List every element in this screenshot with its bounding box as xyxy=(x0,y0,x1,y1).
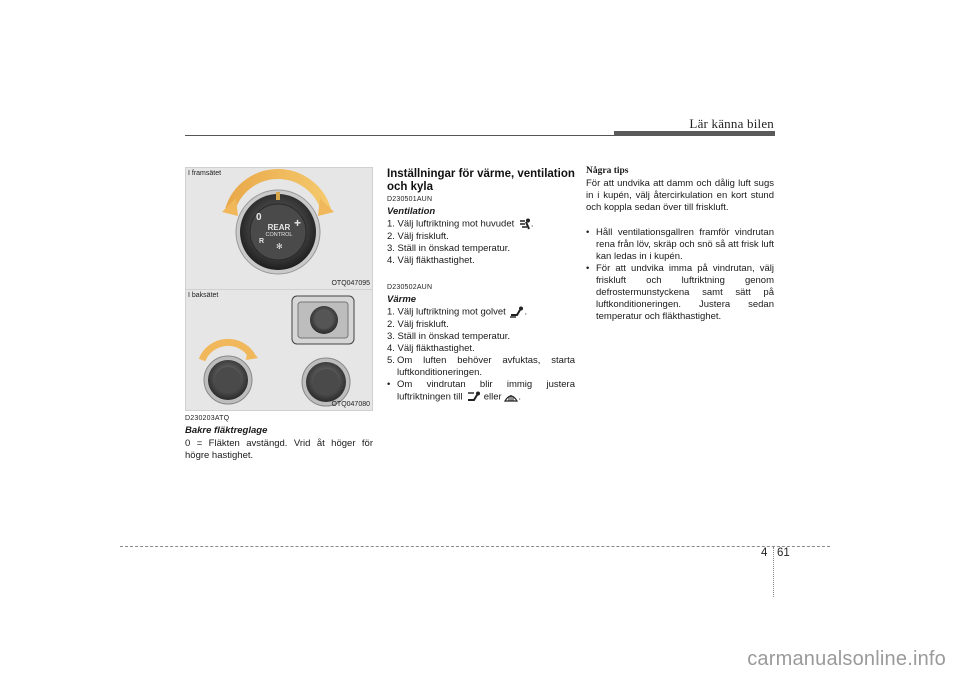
list-item: 1. Välj luftriktning mot huvudet . xyxy=(387,218,534,230)
figure-code: OTQ047080 xyxy=(331,401,370,408)
subheading: Bakre fläktreglage xyxy=(185,425,268,436)
figure-code: OTQ047095 xyxy=(331,280,370,287)
knob-label-rear: REAR xyxy=(267,223,291,232)
floor-defrost-vent-icon xyxy=(465,391,481,403)
list-item: 2. Välj friskluft. xyxy=(387,230,449,242)
knob-r-mark: R xyxy=(259,238,265,245)
figure-label: I framsätet xyxy=(188,170,222,177)
list-item: • Om vindrutan blir immig justera luftriktningen till eller . xyxy=(387,378,575,403)
list-item: 4. Välj fläkthastighet. xyxy=(387,254,475,266)
figure-rear-seat xyxy=(185,289,373,411)
figure-front-seat xyxy=(185,167,373,290)
heat-steps xyxy=(387,306,575,403)
defrost-icon xyxy=(504,391,518,403)
page-number: 61 xyxy=(777,547,790,559)
fan-icon: ✻ xyxy=(276,242,283,251)
list-item: • Håll ventilationsgallren framför vindrutan rena från löv, skräp och snö så att frisk luft kan ledas in i kupén. xyxy=(586,227,774,262)
rear-console-illustration xyxy=(186,290,372,410)
tips-intro: För att undvika att damm och dålig luft sugs in i kupén, välj återcirkulation en kort stund och koppla sedan över till friskluft. xyxy=(586,178,774,213)
list-item: 3. Ställ in önskad temperatur. xyxy=(387,330,511,342)
knob-zero-mark: 0 xyxy=(256,212,262,223)
face-vent-icon xyxy=(517,218,531,230)
list-item: 1. Välj luftriktning mot golvet . xyxy=(387,306,528,318)
watermark: carmanualsonline.info xyxy=(747,648,946,670)
tips-list xyxy=(586,227,774,323)
section-code: D230203ATQ xyxy=(185,415,230,422)
list-item: 3. Ställ in önskad temperatur. xyxy=(387,242,511,254)
floor-vent-icon xyxy=(508,306,524,318)
list-item: 5. Om luften behöver avfuktas, starta luftkonditioneringen. xyxy=(387,354,575,378)
paragraph: 0 = Fläkten avstängd. Vrid åt höger för högre hastighet. xyxy=(185,438,373,461)
footer-rule xyxy=(120,546,830,547)
section-code: D230502AUN xyxy=(387,284,433,291)
list-item: • För att undvika imma på vindrutan, välj friskluft och luftriktning genom defrostermunstyckena samt sätt på luftkonditioneringen. Justera sedan temperatur och fläkthastighet. xyxy=(586,263,774,322)
figure-label: I baksätet xyxy=(188,292,219,299)
subheading: Värme xyxy=(387,294,417,305)
section-title: Lär känna bilen xyxy=(689,116,774,131)
section-heading: Inställningar för värme, ventilation och kyla xyxy=(387,168,575,193)
list-item: 4. Välj fläkthastighet. xyxy=(387,342,475,354)
subheading: Ventilation xyxy=(387,206,436,217)
section-code: D230501AUN xyxy=(387,196,433,203)
vent-steps xyxy=(387,218,575,267)
knob-plus-mark: + xyxy=(294,216,302,230)
chapter-number: 4 xyxy=(761,547,768,559)
page-number-divider xyxy=(773,547,774,597)
tips-heading: Några tips xyxy=(586,166,629,176)
list-item: 2. Välj friskluft. xyxy=(387,318,449,330)
knob-label-control: CONTROL xyxy=(265,232,293,238)
header-rule-accent xyxy=(614,131,775,136)
